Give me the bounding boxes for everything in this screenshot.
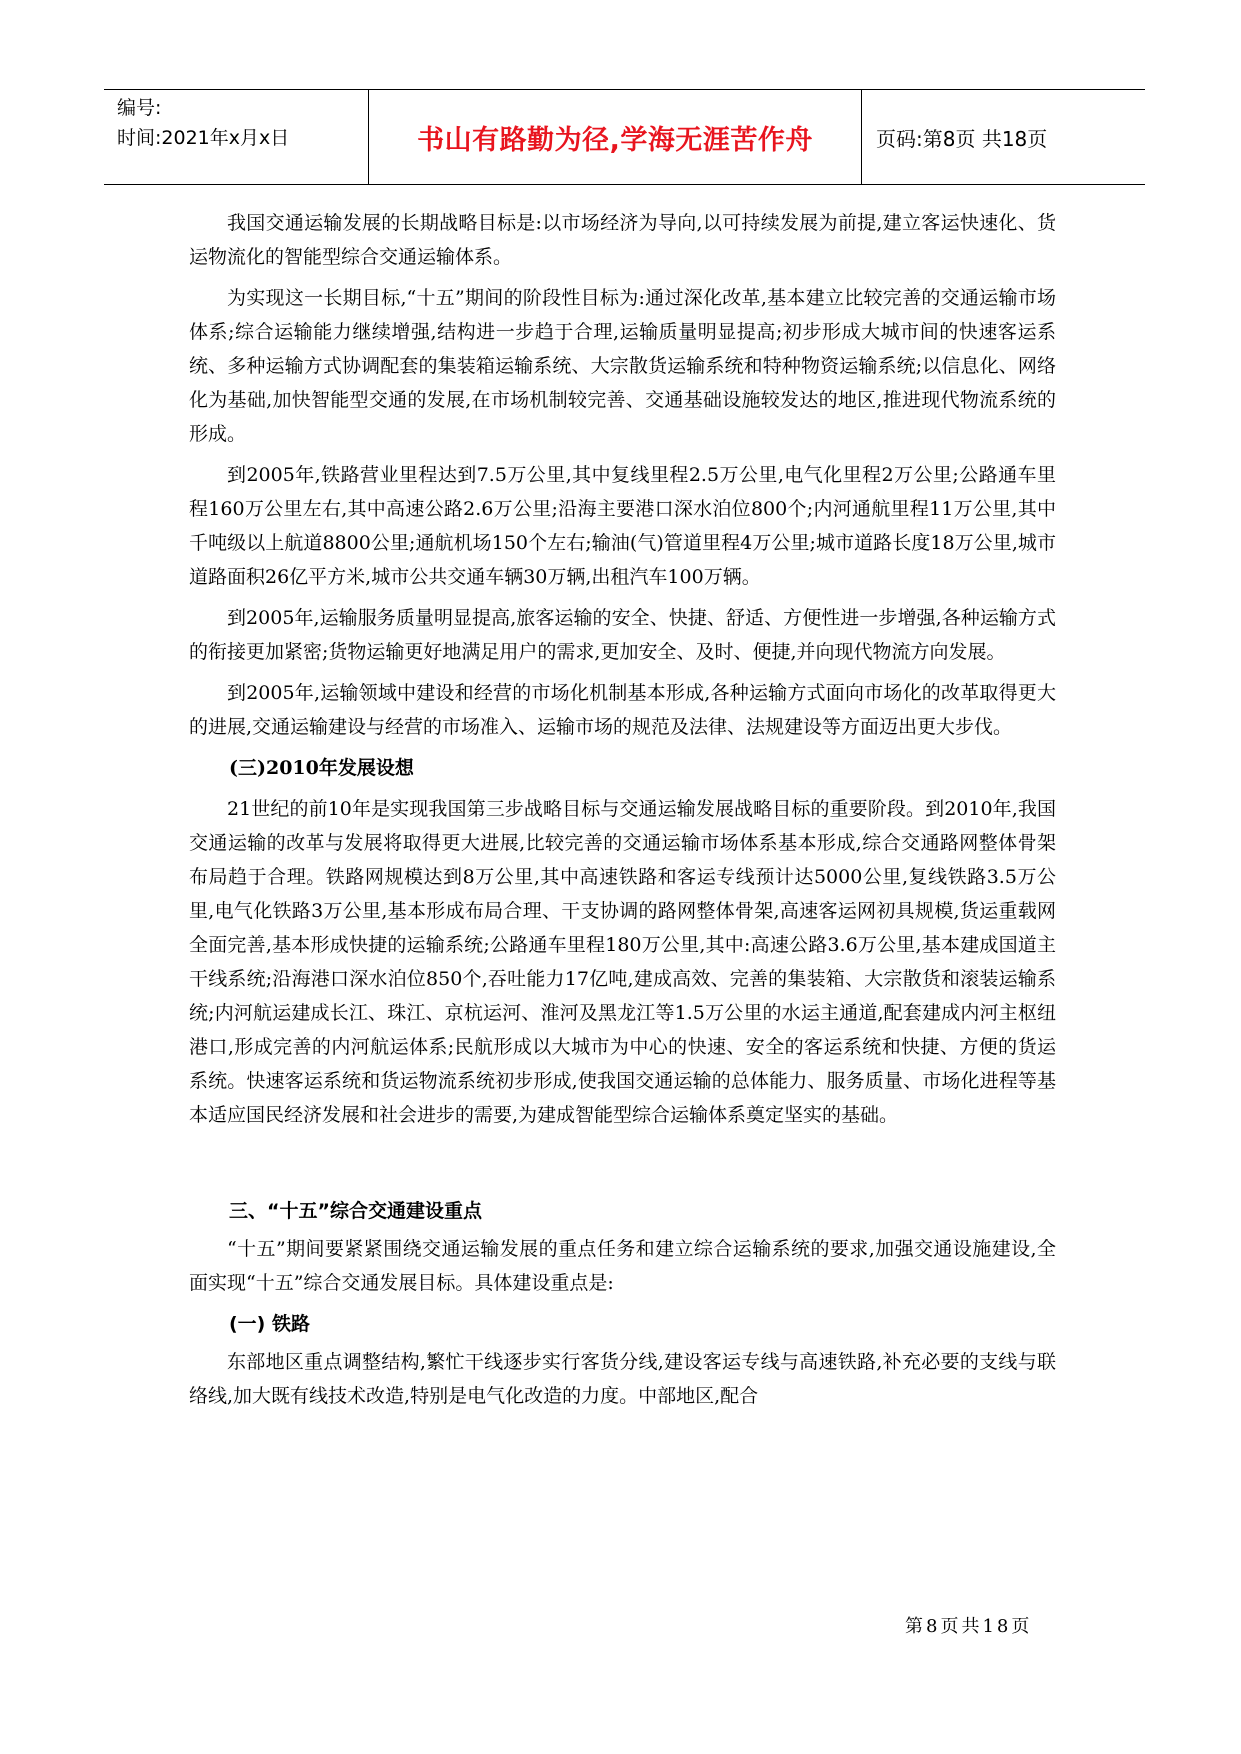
paragraph-2005-mileage: 到2005年,铁路营业里程达到7.5万公里,其中复线里程2.5万公里,电气化里程2万公里;公路通车里程160万公里左右,其中高速公路2.6万公里;沿海主要港口深水泊位800个;内河通航里程11万公里,其中千吨级以上航道8800公里;通航机场150个左右;输油(气)管道里程4万公里;城市道路长度18万公里,城市道路面积26亿平方米,城市公共交通车辆30万辆,出租汽车100万辆。 [189,464,1056,588]
document-body [189,206,1056,1420]
header-time-label: 时间:2021年x月x日 [117,127,290,149]
paragraph-section-3-intro: “十五”期间要紧紧围绕交通运输发展的重点任务和建立综合运输系统的要求,加强交通设施建设,全面实现“十五”综合交通发展目标。具体建设重点是: [189,1238,1056,1294]
header-meta [104,90,369,184]
header-page-label: 页码:第8页 共18页 [876,126,1048,151]
heading-railway: (一) 铁路 [229,1313,310,1335]
paragraph-long-term-goal: 我国交通运输发展的长期战略目标是:以市场经济为导向,以可持续发展为前提,建立客运快速化、货运物流化的智能型综合交通运输体系。 [189,212,1056,268]
paragraph-2010-vision: 21世纪的前10年是实现我国第三步战略目标与交通运输发展战略目标的重要阶段。到2010年,我国交通运输的改革与发展将取得更大进展,比较完善的交通运输市场体系基本形成,综合交通路网整体骨架布局趋于合理。铁路网规模达到8万公里,其中高速铁路和客运专线预计达5000公里,复线铁路3.5万公里,电气化铁路3万公里,基本形成布局合理、干支协调的路网整体骨架,高速客运网初具规模,货运重载网全面完善,基本形成快捷的运输系统;公路通车里程180万公里,其中:高速公路3.6万公里,基本建成国道主干线系统;沿海港口深水泊位850个,吞吐能力17亿吨,建成高效、完善的集装箱、大宗散货和滚装运输系统;内河航运建成长江、珠江、京杭运河、淮河及黑龙江等1.5万公里的水运主通道,配套建成内河主枢纽港口,形成完善的内河航运体系;民航形成以大城市为中心的快速、安全的客运系统和快捷、方便的货运系统。快速客运系统和货运物流系统初步形成,使我国交通运输的总体能力、服务质量、市场化进程等基本适应国民经济发展和社会进步的需要,为建成智能型综合运输体系奠定坚实的基础。 [189,798,1056,1126]
document-header [104,89,1145,185]
paragraph-2005-market: 到2005年,运输领域中建设和经营的市场化机制基本形成,各种运输方式面向市场化的改革取得更大的进展,交通运输建设与经营的市场准入、运输市场的规范及法律、法规建设等方面迈出更大步伐。 [189,682,1056,738]
page-footer: 第8页共18页 [905,1616,1033,1637]
header-motto: 书山有路勤为径,学海无涯苦作舟 [369,90,862,184]
heading-2010-vision: (三)2010年发展设想 [229,757,414,779]
heading-section-3: 三、“十五”综合交通建设重点 [229,1200,482,1222]
paragraph-tenth-five-year-goal: 为实现这一长期目标,“十五”期间的阶段性目标为:通过深化改革,基本建立比较完善的交通运输市场体系;综合运输能力继续增强,结构进一步趋于合理,运输质量明显提高;初步形成大城市间的快速客运系统、多种运输方式协调配套的集装箱运输系统、大宗散货运输系统和特种物资运输系统;以信息化、网络化为基础,加快智能型交通的发展,在市场机制较完善、交通基础设施较发达的地区,推进现代物流系统的形成。 [189,287,1056,445]
header-number-label: 编号: [117,97,162,119]
paragraph-2005-service: 到2005年,运输服务质量明显提高,旅客运输的安全、快捷、舒适、方便性进一步增强,各种运输方式的衔接更加紧密;货物运输更好地满足用户的需求,更加安全、及时、便捷,并向现代物流方向发展。 [189,607,1056,663]
paragraph-railway: 东部地区重点调整结构,繁忙干线逐步实行客货分线,建设客运专线与高速铁路,补充必要的支线与联络线,加大既有线技术改造,特别是电气化改造的力度。中部地区,配合 [189,1351,1056,1407]
